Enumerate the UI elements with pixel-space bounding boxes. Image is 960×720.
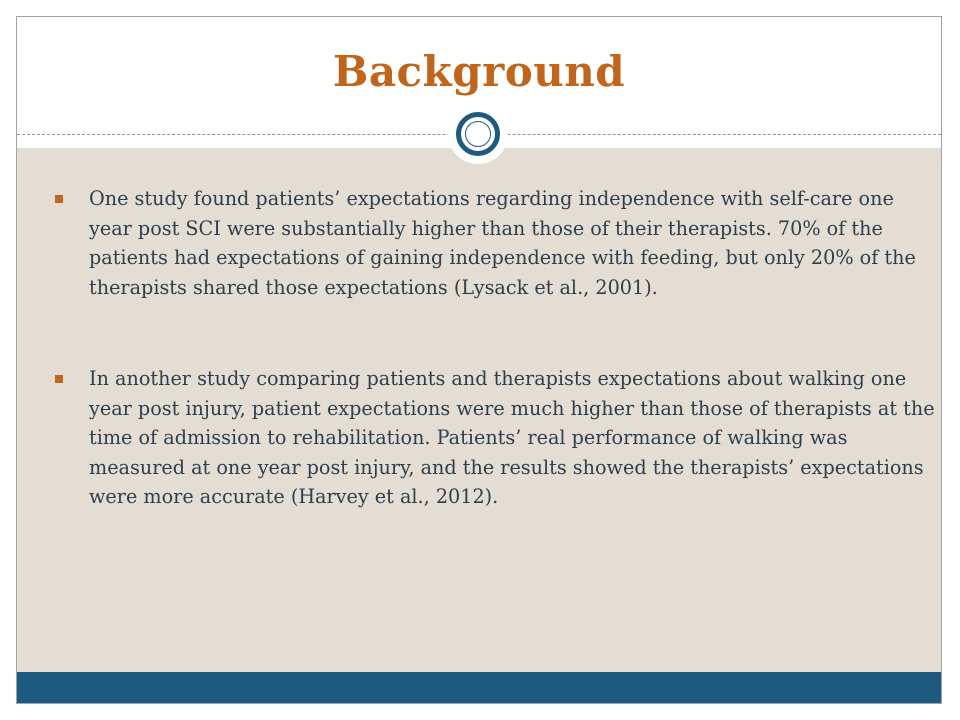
ornament-inner-ring	[465, 121, 491, 147]
bullet-item	[55, 184, 939, 302]
square-bullet-icon	[55, 375, 63, 383]
footer-bar	[17, 672, 941, 704]
slide-title: Background	[332, 47, 626, 96]
bullet-list	[55, 184, 939, 512]
ring-ornament-icon	[448, 104, 508, 164]
ornament-outer-ring	[456, 112, 500, 156]
bullet-item	[55, 364, 939, 512]
square-bullet-icon	[55, 195, 63, 203]
bullet-text: One study found patients’ expectations regarding independence with self-care one year post SCI were substantially higher than those of their therapists. 70% of the patients had expectations of gaining independence with feeding, but only 20% of the therapists shared those expectations (Lysack et al., 2001).	[89, 187, 916, 299]
slide	[16, 16, 942, 704]
bullet-text: In another study comparing patients and therapists expectations about walking one year post injury, patient expectations were much higher than those of therapists at the time of admission to rehabilitation. Patients’ real performance of walking was measured at one year post injury, and the results showed the therapists’ expectations were more accurate (Harvey et al., 2012).	[89, 367, 935, 508]
